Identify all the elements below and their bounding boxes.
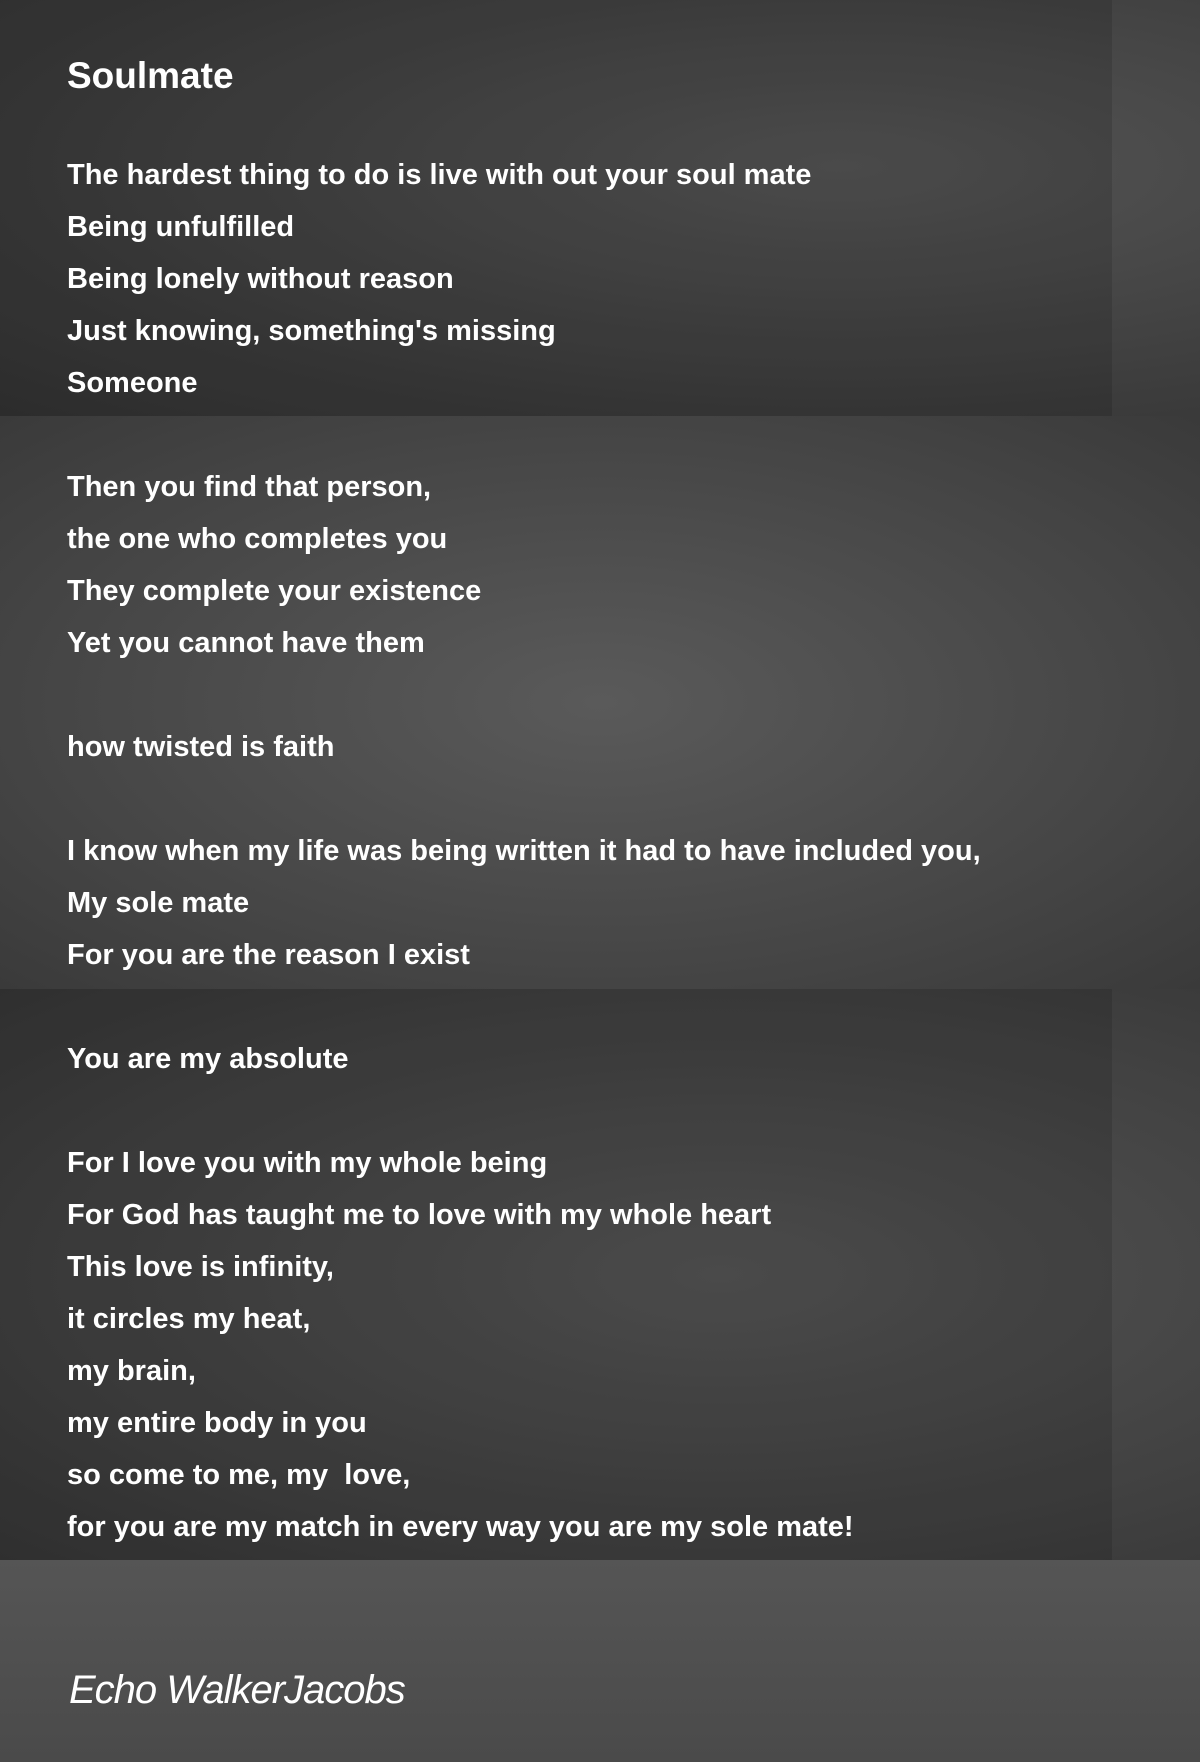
poem-line: the one who completes you: [67, 523, 448, 555]
poem-line: They complete your existence: [67, 575, 482, 607]
stanza-break: [67, 773, 981, 825]
poem-line: Being unfulfilled: [67, 211, 295, 243]
poem-line: Being lonely without reason: [67, 263, 454, 295]
stanza-break: [67, 1085, 981, 1137]
poem-line: For you are the reason I exist: [67, 939, 470, 971]
poem-line: my entire body in you: [67, 1407, 367, 1439]
poem-line: Yet you cannot have them: [67, 627, 425, 659]
poem-line: Someone: [67, 367, 198, 399]
background-band: [0, 1560, 1200, 1762]
poem-line: My sole mate: [67, 887, 250, 919]
stanza-break: [67, 981, 981, 1033]
poem-line: The hardest thing to do is live with out your soul mate: [67, 159, 812, 191]
poem-line: so come to me, my love,: [67, 1459, 411, 1491]
poem-author: Echo WalkerJacobs: [69, 1668, 405, 1712]
poem-line: how twisted is faith: [67, 731, 335, 763]
poem-title: Soulmate: [67, 55, 234, 96]
poem-line: You are my absolute: [67, 1043, 349, 1075]
poem-line: I know when my life was being written it had to have included you,: [67, 835, 981, 867]
poem-line: For I love you with my whole being: [67, 1147, 548, 1179]
poem-line: Then you find that person,: [67, 471, 432, 503]
poem-line: This love is infinity,: [67, 1251, 334, 1283]
poem-line: For God has taught me to love with my whole heart: [67, 1199, 772, 1231]
stanza-break: [67, 409, 981, 461]
poem-line: my brain,: [67, 1355, 196, 1387]
poem-body: [67, 149, 981, 1553]
poem-line: for you are my match in every way you are my sole mate!: [67, 1511, 854, 1543]
poem-line: Just knowing, something's missing: [67, 315, 556, 347]
poem-line: it circles my heat,: [67, 1303, 311, 1335]
stanza-break: [67, 669, 981, 721]
